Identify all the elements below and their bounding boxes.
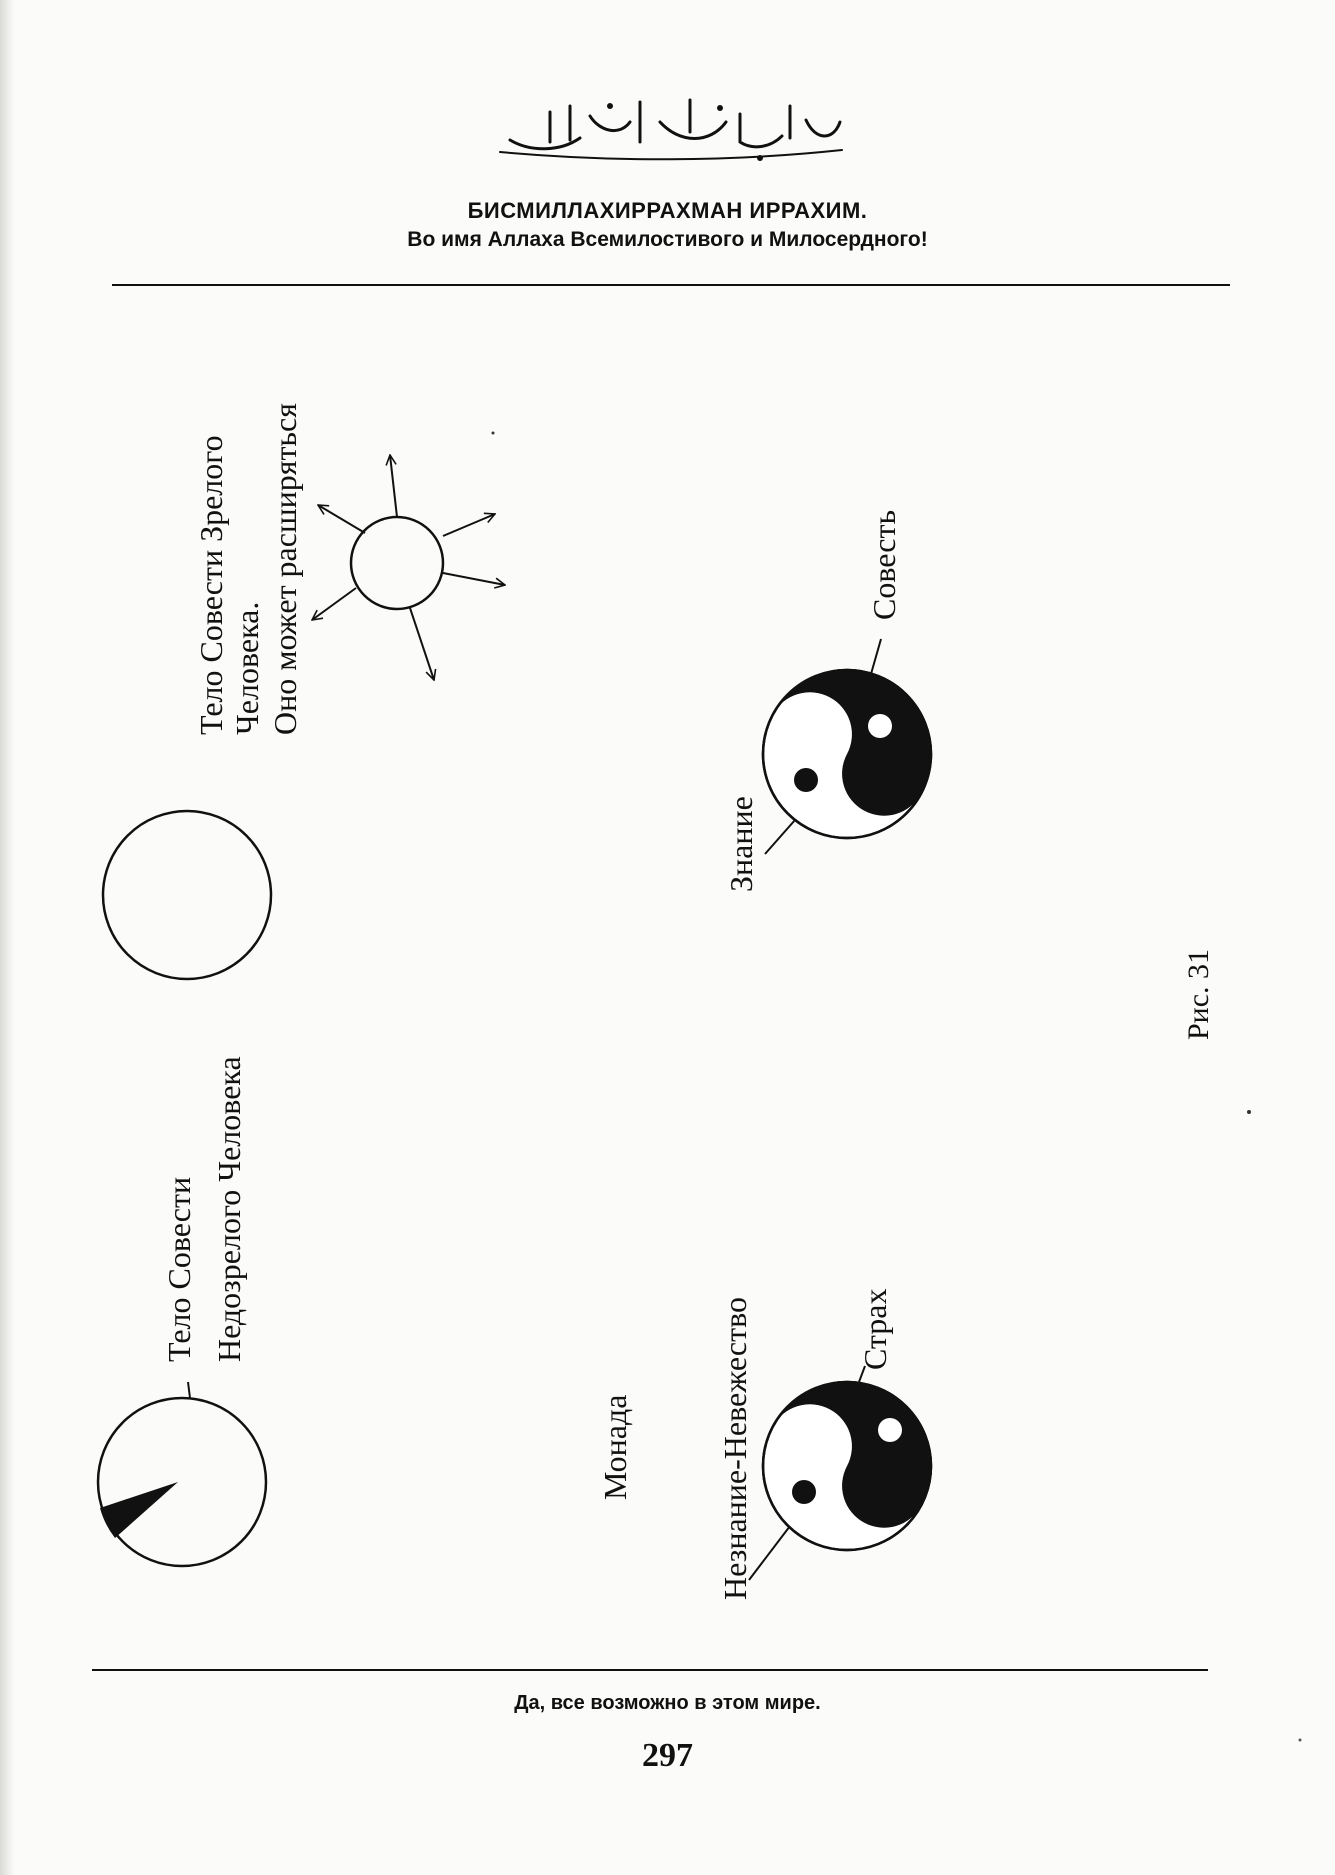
yinyang-top-dark-label: Совесть bbox=[866, 509, 902, 620]
yinyang-bottom bbox=[749, 1352, 961, 1580]
yinyang-top-light-label: Знание bbox=[723, 796, 759, 892]
yinyang-bottom-light-label: Незнание-Невежество bbox=[717, 1297, 753, 1600]
plain-conscience-circle bbox=[103, 811, 271, 979]
header-subtitle: Во имя Аллаха Всемилостивого и Милосердного! bbox=[407, 228, 928, 251]
footer-motto: Да, все возможно в этом мире. bbox=[514, 1692, 821, 1714]
immature-label-line1: Тело Совести bbox=[161, 1176, 197, 1362]
mature-label-line3: Оно может расширяться bbox=[267, 403, 303, 735]
speck bbox=[1247, 1110, 1251, 1114]
monad-label: Монада bbox=[597, 1394, 633, 1500]
mature-label-line2: Человека. bbox=[229, 601, 265, 735]
bottom-rule bbox=[92, 1669, 1208, 1671]
yinyang-bottom-dark-label: Страх bbox=[857, 1288, 893, 1370]
page-number: 297 bbox=[642, 1737, 693, 1774]
speck bbox=[492, 432, 495, 435]
mature-conscience-circle bbox=[312, 455, 505, 680]
yinyang-top bbox=[753, 639, 960, 854]
figure-caption: Рис. 31 bbox=[1182, 948, 1215, 1040]
mature-label-line1: Тело Совести Зрелого bbox=[193, 435, 229, 735]
immature-label-line2: Недозрелого Человека bbox=[211, 1056, 247, 1362]
header-title: БИСМИЛЛАХИРРАХМАН ИРРАХИМ. bbox=[467, 198, 868, 223]
immature-conscience-circle bbox=[98, 1382, 266, 1566]
